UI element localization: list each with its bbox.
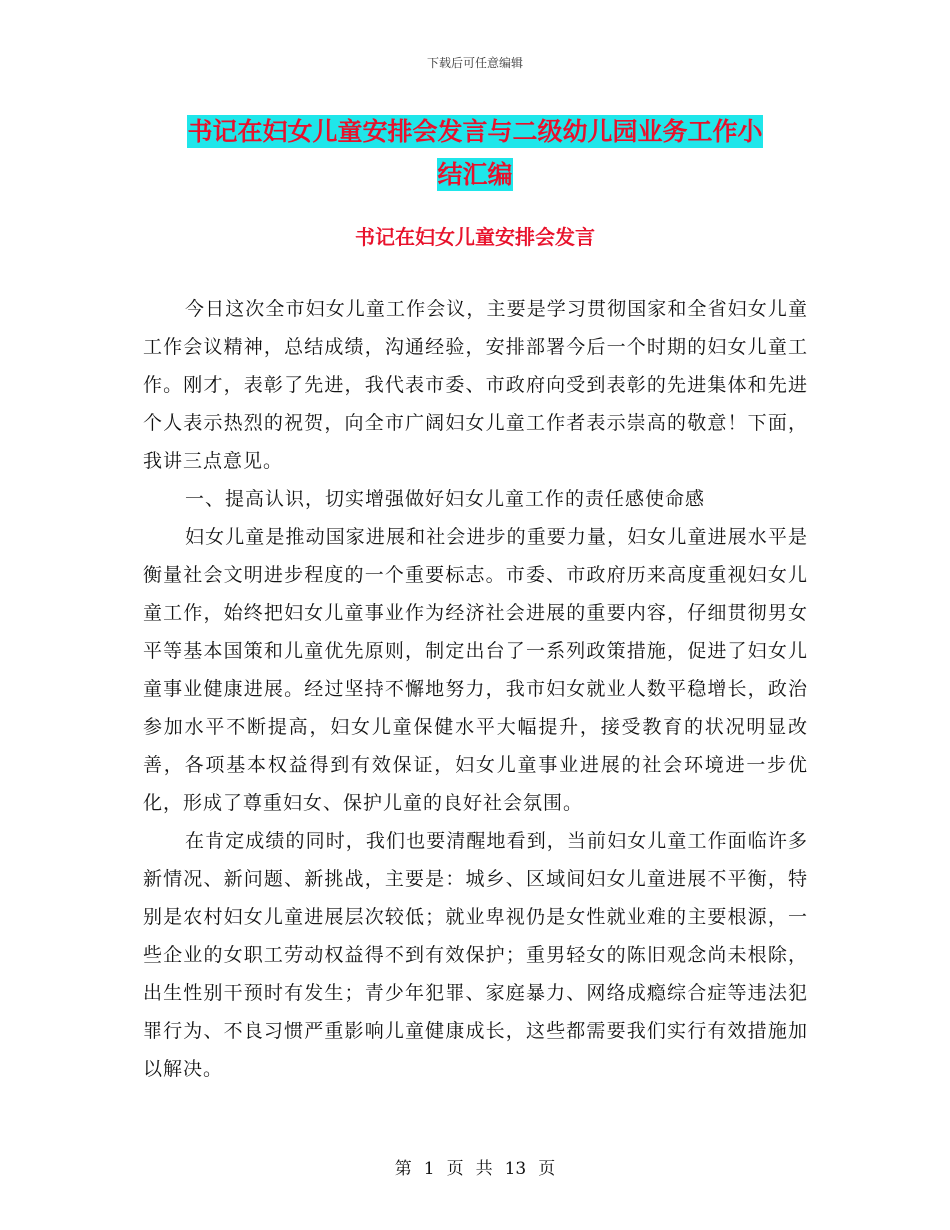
document-title-line-1: 书记在妇女儿童安排会发言与二级幼儿园业务工作小 bbox=[187, 117, 763, 146]
paragraph-1: 今日这次全市妇女儿童工作会议，主要是学习贯彻国家和全省妇女儿童工作会议精神，总结成绩，沟通经验，安排部署今后一个时期的妇女儿童工作。刚才，表彰了先进，我代表市委、市政府向受到表彰的先进集体和先进个人表示热烈的祝贺，向全市广阔妇女儿童工作者表示崇高的敬意！下面，我讲三点意见。 bbox=[143, 298, 808, 472]
body-text bbox=[143, 290, 808, 1088]
footer-total-prefix: 共 bbox=[475, 1159, 493, 1179]
paragraph-2-heading: 一、提高认识，切实增强做好妇女儿童工作的责任感使命感 bbox=[185, 488, 706, 510]
header-note: 下载后可任意编辑 bbox=[426, 56, 523, 70]
paragraph-4: 在肯定成绩的同时，我们也要清醒地看到，当前妇女儿童工作面临许多新情况、新问题、新挑战，主要是：城乡、区域间妇女儿童进展不平衡，特别是农村妇女儿童进展层次较低；就业卑视仍是女性就业难的主要根源，一些企业的女职工劳动权益得不到有效保护；重男轻女的陈旧观念尚未根除，出生性别干预时有发生；青少年犯罪、家庭暴力、网络成瘾综合症等违法犯罪行为、不良习惯严重影响儿童健康成长，这些都需要我们实行有效措施加以解决。 bbox=[143, 830, 808, 1080]
footer-total-pages: 13 bbox=[504, 1159, 527, 1179]
document-title-line-2: 结汇编 bbox=[437, 160, 513, 189]
footer-prefix: 第 bbox=[394, 1159, 412, 1179]
footer-page-word: 页 bbox=[446, 1159, 464, 1179]
section-title: 书记在妇女儿童安排会发言 bbox=[355, 225, 595, 249]
footer-page-number: 1 bbox=[423, 1159, 435, 1179]
document-title bbox=[0, 110, 950, 196]
footer-total-word: 页 bbox=[538, 1159, 556, 1179]
page-footer bbox=[0, 1154, 950, 1179]
paragraph-3: 妇女儿童是推动国家进展和社会进步的重要力量，妇女儿童进展水平是衡量社会文明进步程度的一个重要标志。市委、市政府历来高度重视妇女儿童工作，始终把妇女儿童事业作为经济社会进展的重要内容，仔细贯彻男女平等基本国策和儿童优先原则，制定出台了一系列政策措施，促进了妇女儿童事业健康进展。经过坚持不懈地努力，我市妇女就业人数平稳增长，政治参加水平不断提高，妇女儿童保健水平大幅提升，接受教育的状况明显改善，各项基本权益得到有效保证，妇女儿童事业进展的社会环境进一步优化，形成了尊重妇女、保护儿童的良好社会氛围。 bbox=[143, 526, 808, 814]
